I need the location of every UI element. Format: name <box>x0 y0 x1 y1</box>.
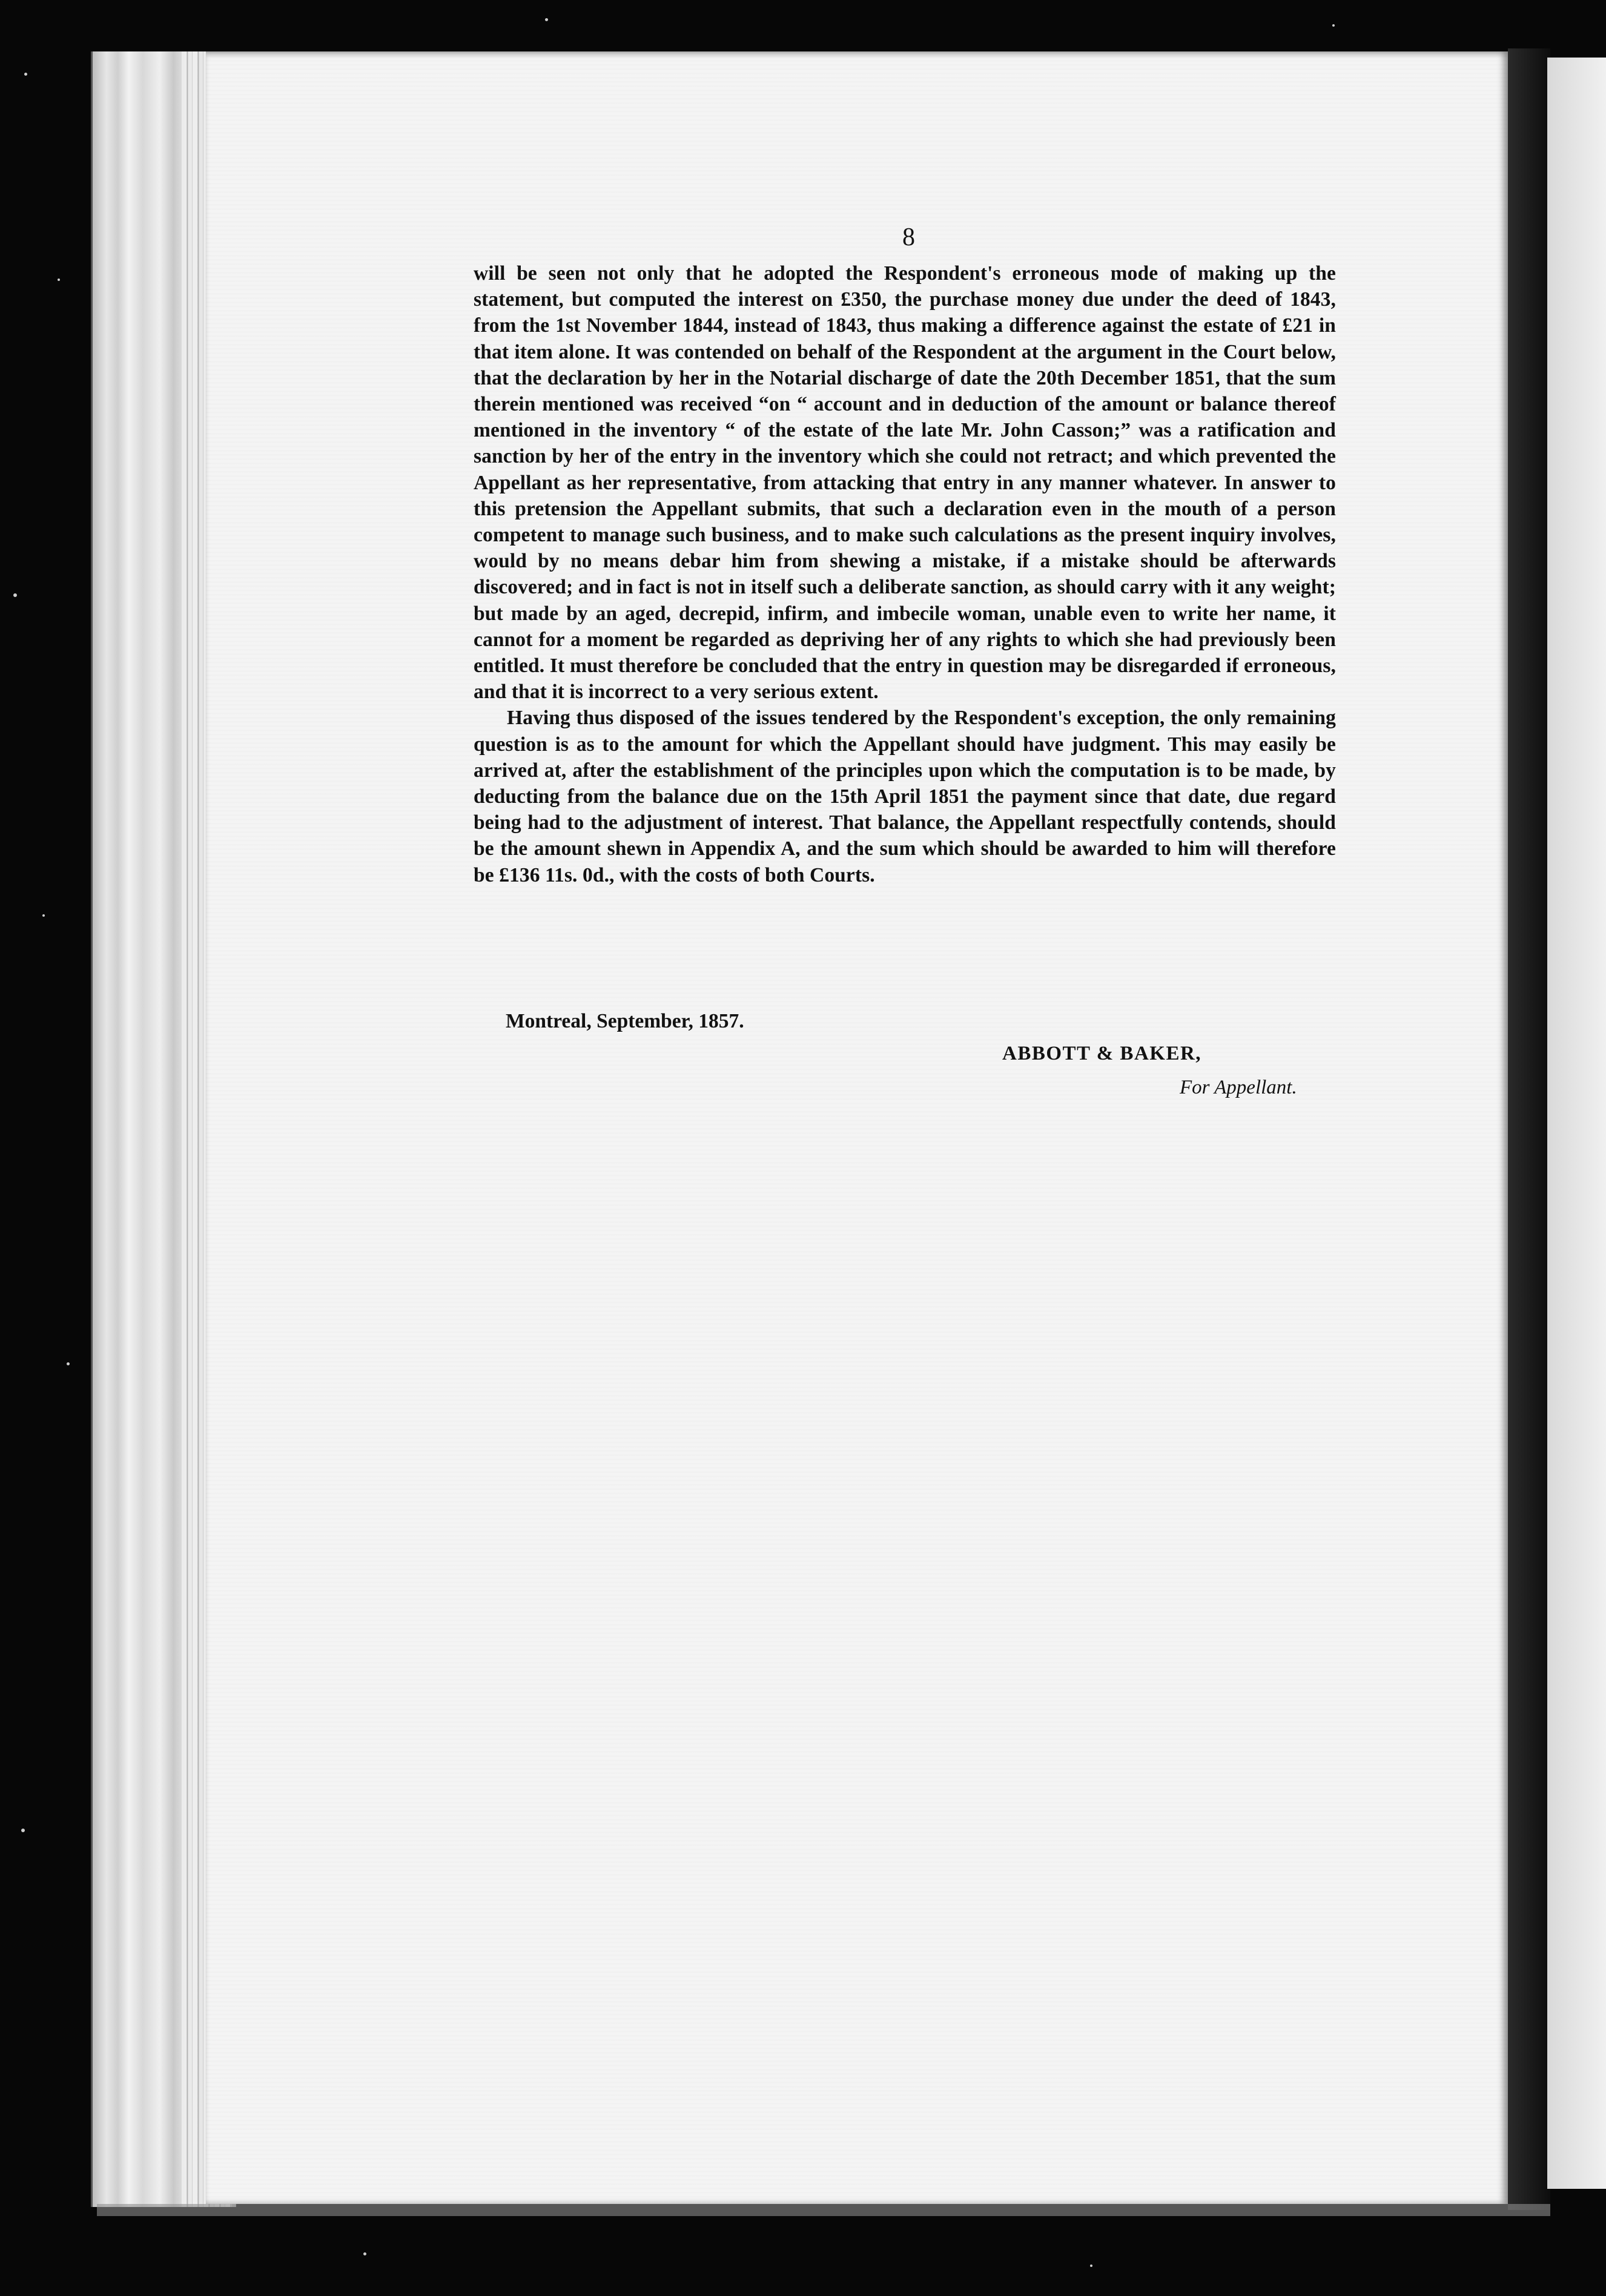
dateline: Montreal, September, 1857. <box>506 1010 744 1032</box>
dust-speck <box>67 1362 70 1365</box>
page-number: 8 <box>902 223 915 251</box>
dust-speck <box>1332 24 1335 27</box>
signature-role: For Appellant. <box>1180 1077 1297 1098</box>
dust-speck <box>13 593 17 597</box>
dust-speck <box>363 2252 366 2255</box>
page-gutter-shadow <box>1508 48 1550 2210</box>
dust-speck <box>1090 2265 1092 2267</box>
paragraph-1: will be seen not only that he adopted the Respondent's erroneous mode of making up the statement, but computed the interest on £350, the purchase money due under the deed of 1843, from the 1st November 1844, instead of 1843, thus making a difference against the estate of £21 in that item alone. It was contended on behalf of the Respondent at the argument in the Court below, that the declaration by her in the Notarial discharge of date the 20th December 1851, that the sum therein mentioned was received “on “ account and in deduction of the amount or balance thereof mentioned in the inventory “ of the estate of the late Mr. John Casson;” was a ratification and sanction by her of the entry in the inventory which she could not retract; and which prevented the Appellant as her representative, from attacking that entry in any manner whatever. In answer to this pretension the Appellant submits, that such a declaration even in the mouth of a person competent to manage such business, and to make such calculations as the present inquiry involves, would by no means debar him from shewing a mistake, if a mistake should be afterwards discovered; and in fact is not in itself such a deliberate sanction, as should carry with it any weight; but made by an aged, decrepid, infirm, and imbecile woman, unable even to write her name, it cannot for a moment be regarded as depriving her of any rights to which she had previously been entitled. It must therefore be concluded that the entry in question may be disregarded if erroneous, and that it is incorrect to a very serious extent. <box>474 262 1336 704</box>
paragraph-2: Having thus disposed of the issues tendered by the Respondent's exception, the only remaining question is as to the amount for which the Appellant should have judgment. This may easily be arrived at, after the establishment of the principles upon which the computation is to be made, by deducting from the balance due on the 15th April 1851 the payment since that date, due regard being had to the adjustment of interest. That balance, the Appellant respectfully contends, should be the amount shewn in Appendix A, and the sum which should be awarded to him will therefore be £136 11s. 0d., with the costs of both Courts. <box>474 707 1336 886</box>
dust-speck <box>42 914 45 917</box>
body-text <box>474 260 1336 888</box>
dust-speck <box>24 73 27 76</box>
dust-speck <box>58 279 60 281</box>
adjacent-page-edge <box>1547 58 1606 2189</box>
page-bottom-edge <box>97 2204 1550 2216</box>
dust-speck <box>545 18 548 21</box>
signature: ABBOTT & BAKER, <box>1002 1043 1202 1064</box>
dust-speck <box>21 1829 25 1832</box>
